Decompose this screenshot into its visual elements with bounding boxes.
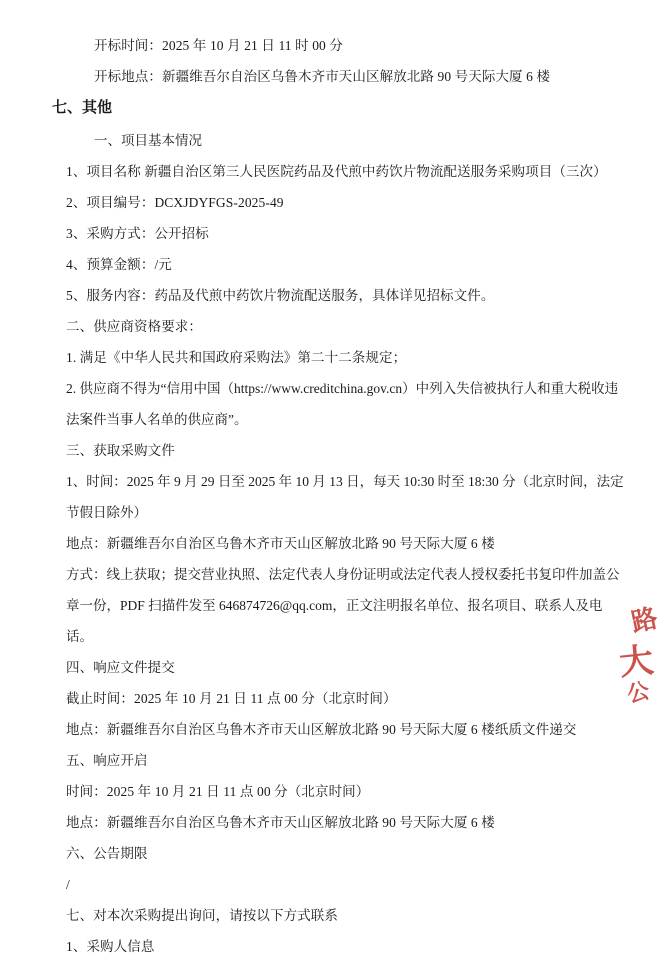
announcement-period-value: / bbox=[66, 877, 70, 892]
opening-time: 时间：2025 年 10 月 21 日 11 点 00 分（北京时间） bbox=[66, 784, 370, 799]
subsection-three-heading: 三、获取采购文件 bbox=[66, 443, 175, 458]
item-project-name: 1、项目名称 新疆自治区第三人民医院药品及代煎中药饮片物流配送服务采购项目（三次） bbox=[66, 164, 607, 179]
acquire-method: 方式：线上获取；提交营业执照、法定代表人身份证明或法定代表人授权委托书复印件加盖公章一份，PDF 扫描件发至 646874726@qq.com，正文注明报名单位、报名项目、联系人及电话。 bbox=[66, 567, 620, 644]
acquire-place: 地点：新疆维吾尔自治区乌鲁木齐市天山区解放北路 90 号天际大厦 6 楼 bbox=[66, 536, 495, 551]
subsection-six-heading: 六、公告期限 bbox=[66, 846, 148, 861]
open-bid-place-line: 开标地点：新疆维吾尔自治区乌鲁木齐市天山区解放北路 90 号天际大厦 6 楼 bbox=[94, 69, 551, 84]
purchaser-info-heading: 1、采购人信息 bbox=[66, 939, 155, 954]
acquire-time: 1、时间：2025 年 9 月 29 日至 2025 年 10 月 13 日，每天 10:30 时至 18:30 分（北京时间，法定节假日除外） bbox=[66, 474, 624, 520]
open-bid-time-line: 开标时间：2025 年 10 月 21 日 11 时 00 分 bbox=[94, 38, 343, 53]
subsection-two-heading: 二、供应商资格要求： bbox=[66, 319, 202, 334]
item-project-number: 2、项目编号：DCXJDYFGS-2025-49 bbox=[66, 195, 284, 210]
section-seven-heading: 七、其他 bbox=[52, 100, 113, 116]
qualification-item-1: 1. 满足《中华人民共和国政府采购法》第二十二条规定； bbox=[66, 350, 407, 365]
stamp-char-3: 公 bbox=[624, 677, 652, 708]
item-service-content: 5、服务内容：药品及代煎中药饮片物流配送服务，具体详见招标文件。 bbox=[66, 288, 495, 303]
opening-place: 地点：新疆维吾尔自治区乌鲁木齐市天山区解放北路 90 号天际大厦 6 楼 bbox=[66, 815, 495, 830]
subsection-seven-heading: 七、对本次采购提出询问，请按以下方式联系 bbox=[66, 908, 338, 923]
item-procurement-method: 3、采购方式：公开招标 bbox=[66, 226, 209, 241]
item-budget-amount: 4、预算金额：/元 bbox=[66, 257, 172, 272]
subsection-four-heading: 四、响应文件提交 bbox=[66, 660, 175, 675]
stamp-char-2: 大 bbox=[617, 642, 656, 683]
subsection-five-heading: 五、响应开启 bbox=[66, 753, 148, 768]
submission-deadline: 截止时间：2025 年 10 月 21 日 11 点 00 分（北京时间） bbox=[66, 691, 397, 706]
subsection-one-heading: 一、项目基本情况 bbox=[94, 133, 202, 148]
submission-place: 地点：新疆维吾尔自治区乌鲁木齐市天山区解放北路 90 号天际大厦 6 楼纸质文件递交 bbox=[66, 722, 577, 737]
stamp-char-1: 路 bbox=[628, 603, 661, 638]
qualification-item-2: 2. 供应商不得为“信用中国（https://www.creditchina.gov.cn）中列入失信被执行人和重大税收违法案件当事人名单的供应商”。 bbox=[66, 381, 619, 427]
